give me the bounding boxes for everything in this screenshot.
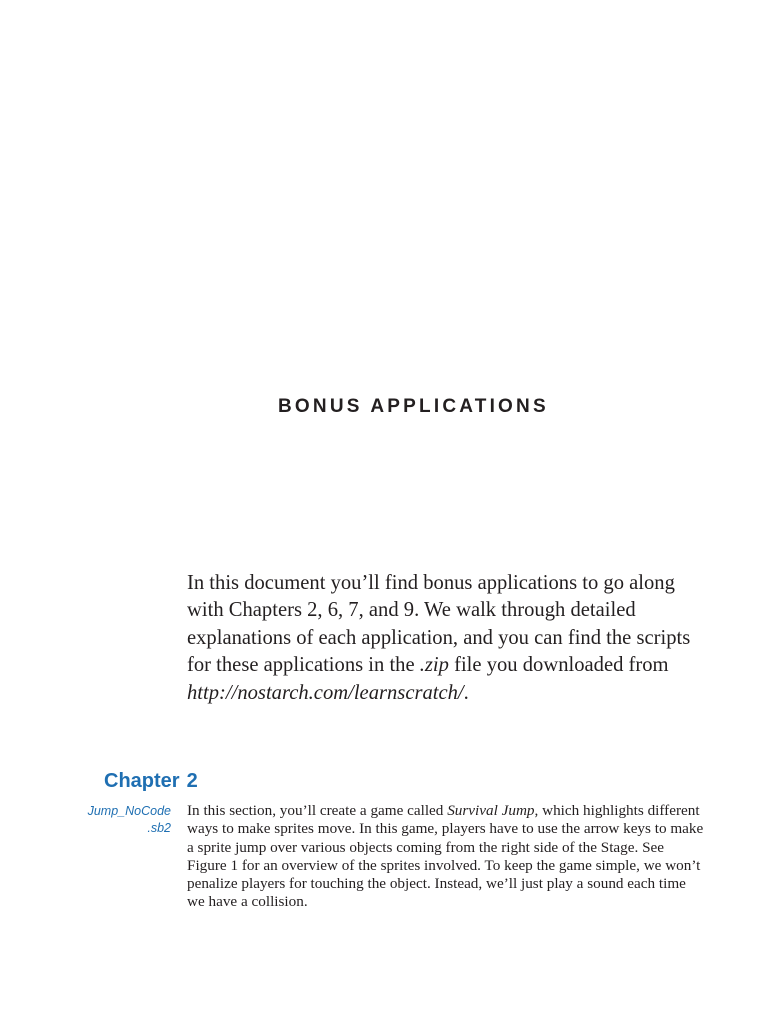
margin-note-line2: .sb2 — [147, 820, 171, 835]
chapter-heading — [104, 767, 198, 795]
chapter-label: Chapter — [104, 770, 180, 792]
section-text-part1: In this section, you’ll create a game called — [187, 802, 448, 819]
chapter-number: 2 — [186, 770, 198, 792]
intro-paragraph — [187, 570, 707, 707]
section-text-part2: , which highlights different ways to make sprites move. In this game, players have to use the arrow keys to make a sprite jump over various objects coming from the right side of the Stage. See Figure 1 for an overview of the sprites involved. To keep the game simple, we won’t penalize players for touching the object. Instead, we’ll just play a sound each time we have a collision. — [187, 802, 704, 911]
section-paragraph — [187, 802, 707, 912]
intro-text-part2: file you downloaded from — [448, 654, 669, 677]
page-title: BONUS APPLICATIONS — [278, 396, 549, 417]
download-url: http://nostarch.com/learnscratch/ — [187, 681, 464, 704]
margin-note-line1: Jump_NoCode — [87, 804, 171, 818]
game-name: Survival Jump — [447, 802, 535, 819]
intro-text-part3: . — [463, 681, 469, 704]
margin-note-filename — [60, 803, 171, 836]
zip-extension: .zip — [419, 654, 449, 677]
intro-text-part1: In this document you’ll find bonus applications to go along with Chapters 2, 6, 7, and 9. We walk through detailed explanations of each application, and you can find the scripts for these applications in the — [187, 572, 691, 677]
